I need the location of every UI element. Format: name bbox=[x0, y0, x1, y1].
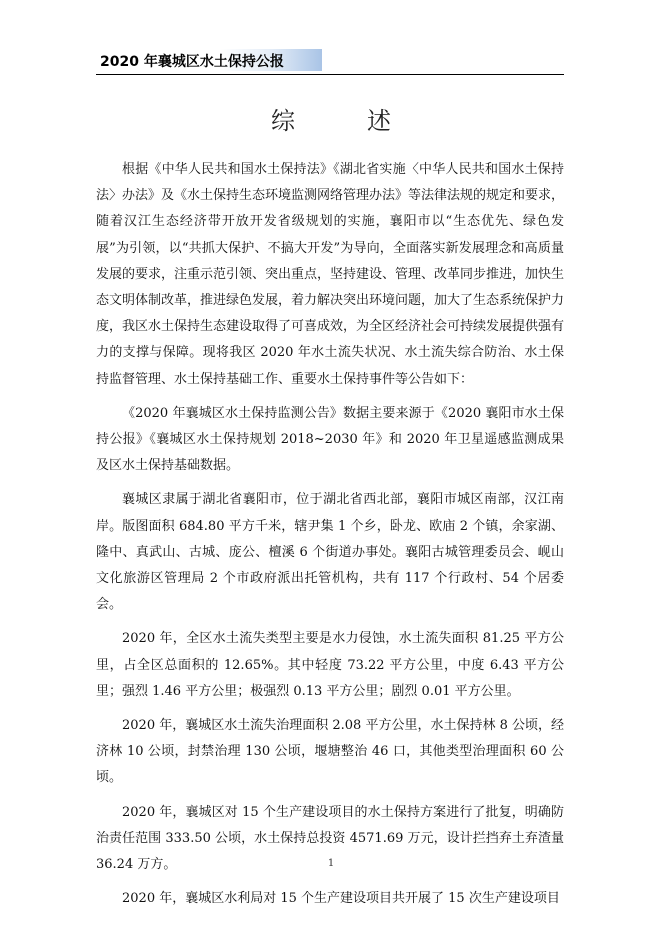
document-body bbox=[96, 157, 564, 920]
header-divider bbox=[96, 74, 564, 75]
paragraph: 2020 年，襄城区对 15 个生产建设项目的水土保持方案进行了批复，明确防治责任范围 333.50 公顷，水土保持总投资 4571.69 万元，设计拦挡弃土弃渣量 36.24 万方。 bbox=[96, 804, 564, 873]
paragraph: 根据《中华人民共和国水土保持法》《湖北省实施〈中华人民共和国水土保持法〉办法》及《水土保持生态环境监测网络管理办法》等法律法规的规定和要求，随着汉江生态经济带开放开发省级规划的实施，襄阳市以“生态优先、绿色发展”为引领，以“共抓大保护、不搞大开发”为导向，全面落实新发展理念和高质量发展的要求，注重示范引领、突出重点，坚持建设、管理、改革同步推进，加快生态文明体制改革，推进绿色发展，着力解决突出环境问题，加大了生态系统保护力度，我区水土保持生态建设取得了可喜成效，为全区经济社会可持续发展提供强有力的支撑与保障。现将我区 2020 年水土流失状况、水土流失综合防治、水土保持监督管理、水土保持基础工作、重要水土保持事件等公告如下： bbox=[96, 162, 565, 387]
paragraph: 2020 年，全区水土流失类型主要是水力侵蚀，水土流失面积 81.25 平方公里，占全区总面积的 12.65%。其中轻度 73.22 平方公里，中度 6.43 平方公里；强烈 1.46 平方公里；极强烈 0.13 平方公里；剧烈 0.01 平方公里。 bbox=[96, 631, 564, 699]
paragraph: 《2020 年襄城区水土保持监测公告》数据主要来源于《2020 襄阳市水土保持公报》《襄城区水土保持规划 2018~2030 年》和 2020 年卫星遥感监测成果及区水土保持基础数据。 bbox=[96, 405, 564, 474]
paragraph: 2020 年，襄城区水土流失治理面积 2.08 平方公里，水土保持林 8 公顷，经济林 10 公顷，封禁治理 130 公顷，堰塘整治 46 口，其他类型治理面积 60 公顷。 bbox=[96, 718, 564, 786]
paragraph: 2020 年，襄城区水利局对 15 个生产建设项目共开展了 15 次生产建设项目 bbox=[122, 891, 560, 907]
running-header-title: 2020 年襄城区水土保持公报 bbox=[100, 54, 284, 70]
section-title: 综 述 bbox=[271, 107, 415, 135]
page-number: 1 bbox=[327, 858, 335, 869]
paragraph: 襄城区隶属于湖北省襄阳市，位于湖北省西北部，襄阳市城区南部，汉江南岸。版图面积 684.80 平方千米，辖尹集 1 个乡，卧龙、欧庙 2 个镇，余家湖、隆中、真武山、古城、庞公、檀溪 6 个街道办事处。襄阳古城管理委员会、岘山文化旅游区管理局 2 个市政府派出托管机构，共有 117 个行政村、54 个居委会。 bbox=[96, 492, 564, 613]
